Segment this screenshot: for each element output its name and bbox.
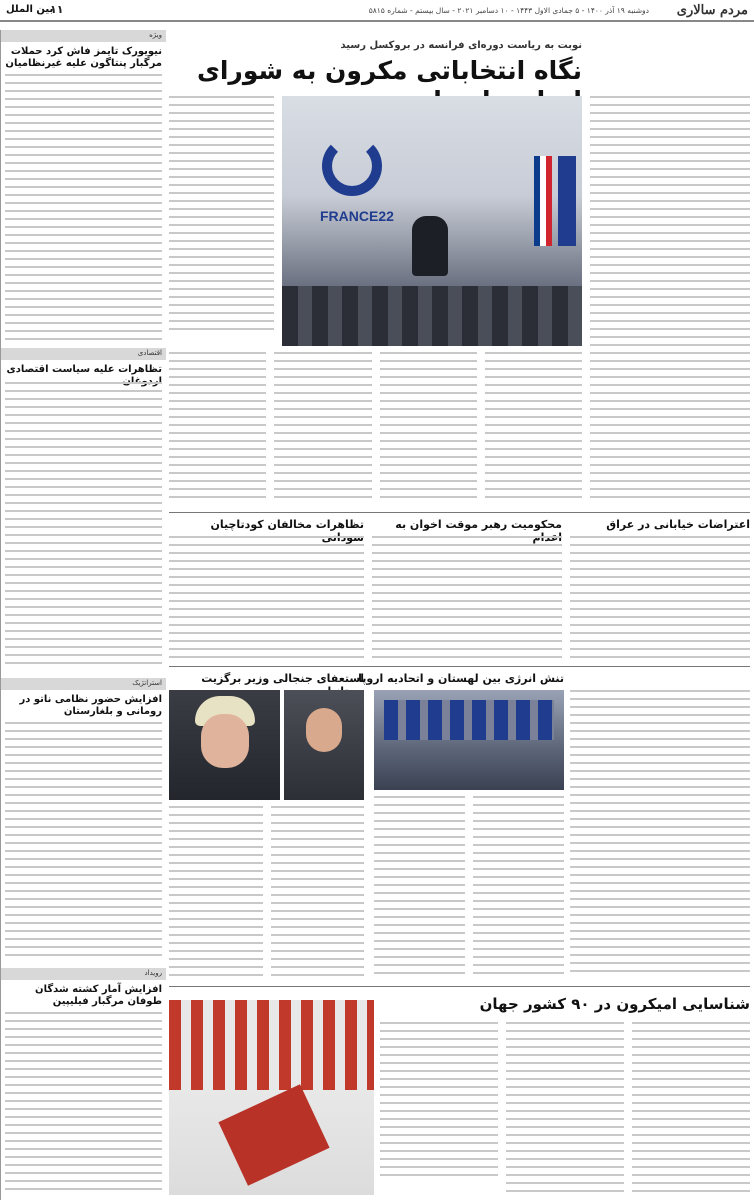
story-body bbox=[570, 690, 750, 980]
story-body bbox=[169, 536, 364, 661]
sidebar-headline: نیویورک تایمز فاش کرد حملات مرگبار پنتاگون علیه غیرنظامیان bbox=[5, 46, 162, 69]
sidebar-tag: اقتصادی bbox=[1, 348, 166, 360]
story-body bbox=[380, 1022, 750, 1197]
sidebar-body bbox=[5, 722, 162, 962]
story-body bbox=[570, 536, 750, 661]
section-label: بین الملل bbox=[6, 4, 54, 15]
audience bbox=[282, 286, 582, 346]
sample-label bbox=[218, 1084, 329, 1185]
speaker-figure bbox=[412, 216, 448, 276]
france22-label: FRANCE22 bbox=[320, 208, 394, 224]
portrait-head bbox=[306, 708, 342, 752]
dateline: دوشنبه ۱۹ آذر ۱۴۰۰ - ۵ جمادی الاول ۱۴۴۳ - ۱۰ دسامبر ۲۰۲۱ - سال بیستم - شماره ۵۸۱۵ bbox=[368, 6, 649, 15]
masthead-bar bbox=[0, 0, 754, 22]
story-title: تنش انرژی بین لهستان و اتحادیه اروپا bbox=[358, 672, 564, 685]
flag-icon bbox=[534, 156, 552, 246]
test-tubes bbox=[169, 1000, 374, 1090]
divider bbox=[169, 986, 750, 987]
lead-kicker: نوبت به ریاست دوره‌ای فرانسه در بروکسل رسید bbox=[340, 40, 582, 51]
lead-photo bbox=[282, 96, 582, 346]
sidebar bbox=[0, 30, 165, 1200]
lead-headline: نگاه انتخاباتی مکرون به شورای bbox=[196, 56, 582, 85]
sidebar-body bbox=[5, 1012, 162, 1197]
story-title: اعتراضات خیابانی در عراق bbox=[606, 518, 750, 531]
sidebar-tag: رویداد bbox=[1, 968, 166, 980]
sidebar-body bbox=[5, 74, 162, 344]
brexit-photo bbox=[169, 690, 280, 800]
newspaper-logo: مردم سالاری bbox=[676, 3, 748, 18]
omicron-photo bbox=[169, 1000, 374, 1195]
eu-logo-icon bbox=[322, 136, 382, 196]
sidebar-body bbox=[5, 382, 162, 672]
divider bbox=[169, 512, 750, 513]
brexit-photo bbox=[284, 690, 364, 800]
portrait-head bbox=[201, 714, 249, 768]
sidebar-headline: تظاهرات علیه سیاست اقتصادی bbox=[6, 364, 162, 375]
divider bbox=[169, 666, 750, 667]
story-body bbox=[169, 806, 364, 981]
eu-flags bbox=[384, 700, 554, 740]
sidebar-tag: استراتژیک bbox=[1, 678, 166, 690]
story-title: تظاهرات مخالفان کودتاچیان bbox=[210, 518, 364, 531]
sidebar-tag: ویژه bbox=[1, 30, 166, 42]
story-body bbox=[372, 536, 562, 661]
page-number: ۱۱ bbox=[50, 3, 64, 16]
lead-body-text bbox=[169, 352, 582, 507]
flag-icon bbox=[558, 156, 576, 246]
lead-body-text bbox=[590, 96, 750, 506]
story-body bbox=[374, 796, 564, 981]
story-title: استعفای جنجالی وزیر برگزیت bbox=[201, 672, 364, 685]
sidebar-headline: افزایش آمار کشته شدگان طوفان مرگبار فیلیپین bbox=[35, 984, 162, 1007]
sidebar-headline: افزایش حضور نظامی ناتو در رومانی و بلغارستان bbox=[19, 694, 162, 717]
story-title: شناسایی امیکرون در ۹۰ کشور جهان bbox=[479, 995, 750, 1013]
lead-body-text bbox=[169, 96, 274, 346]
energy-photo bbox=[374, 690, 564, 790]
story-title: محکومیت رهبر موقت اخوان به bbox=[395, 518, 562, 531]
